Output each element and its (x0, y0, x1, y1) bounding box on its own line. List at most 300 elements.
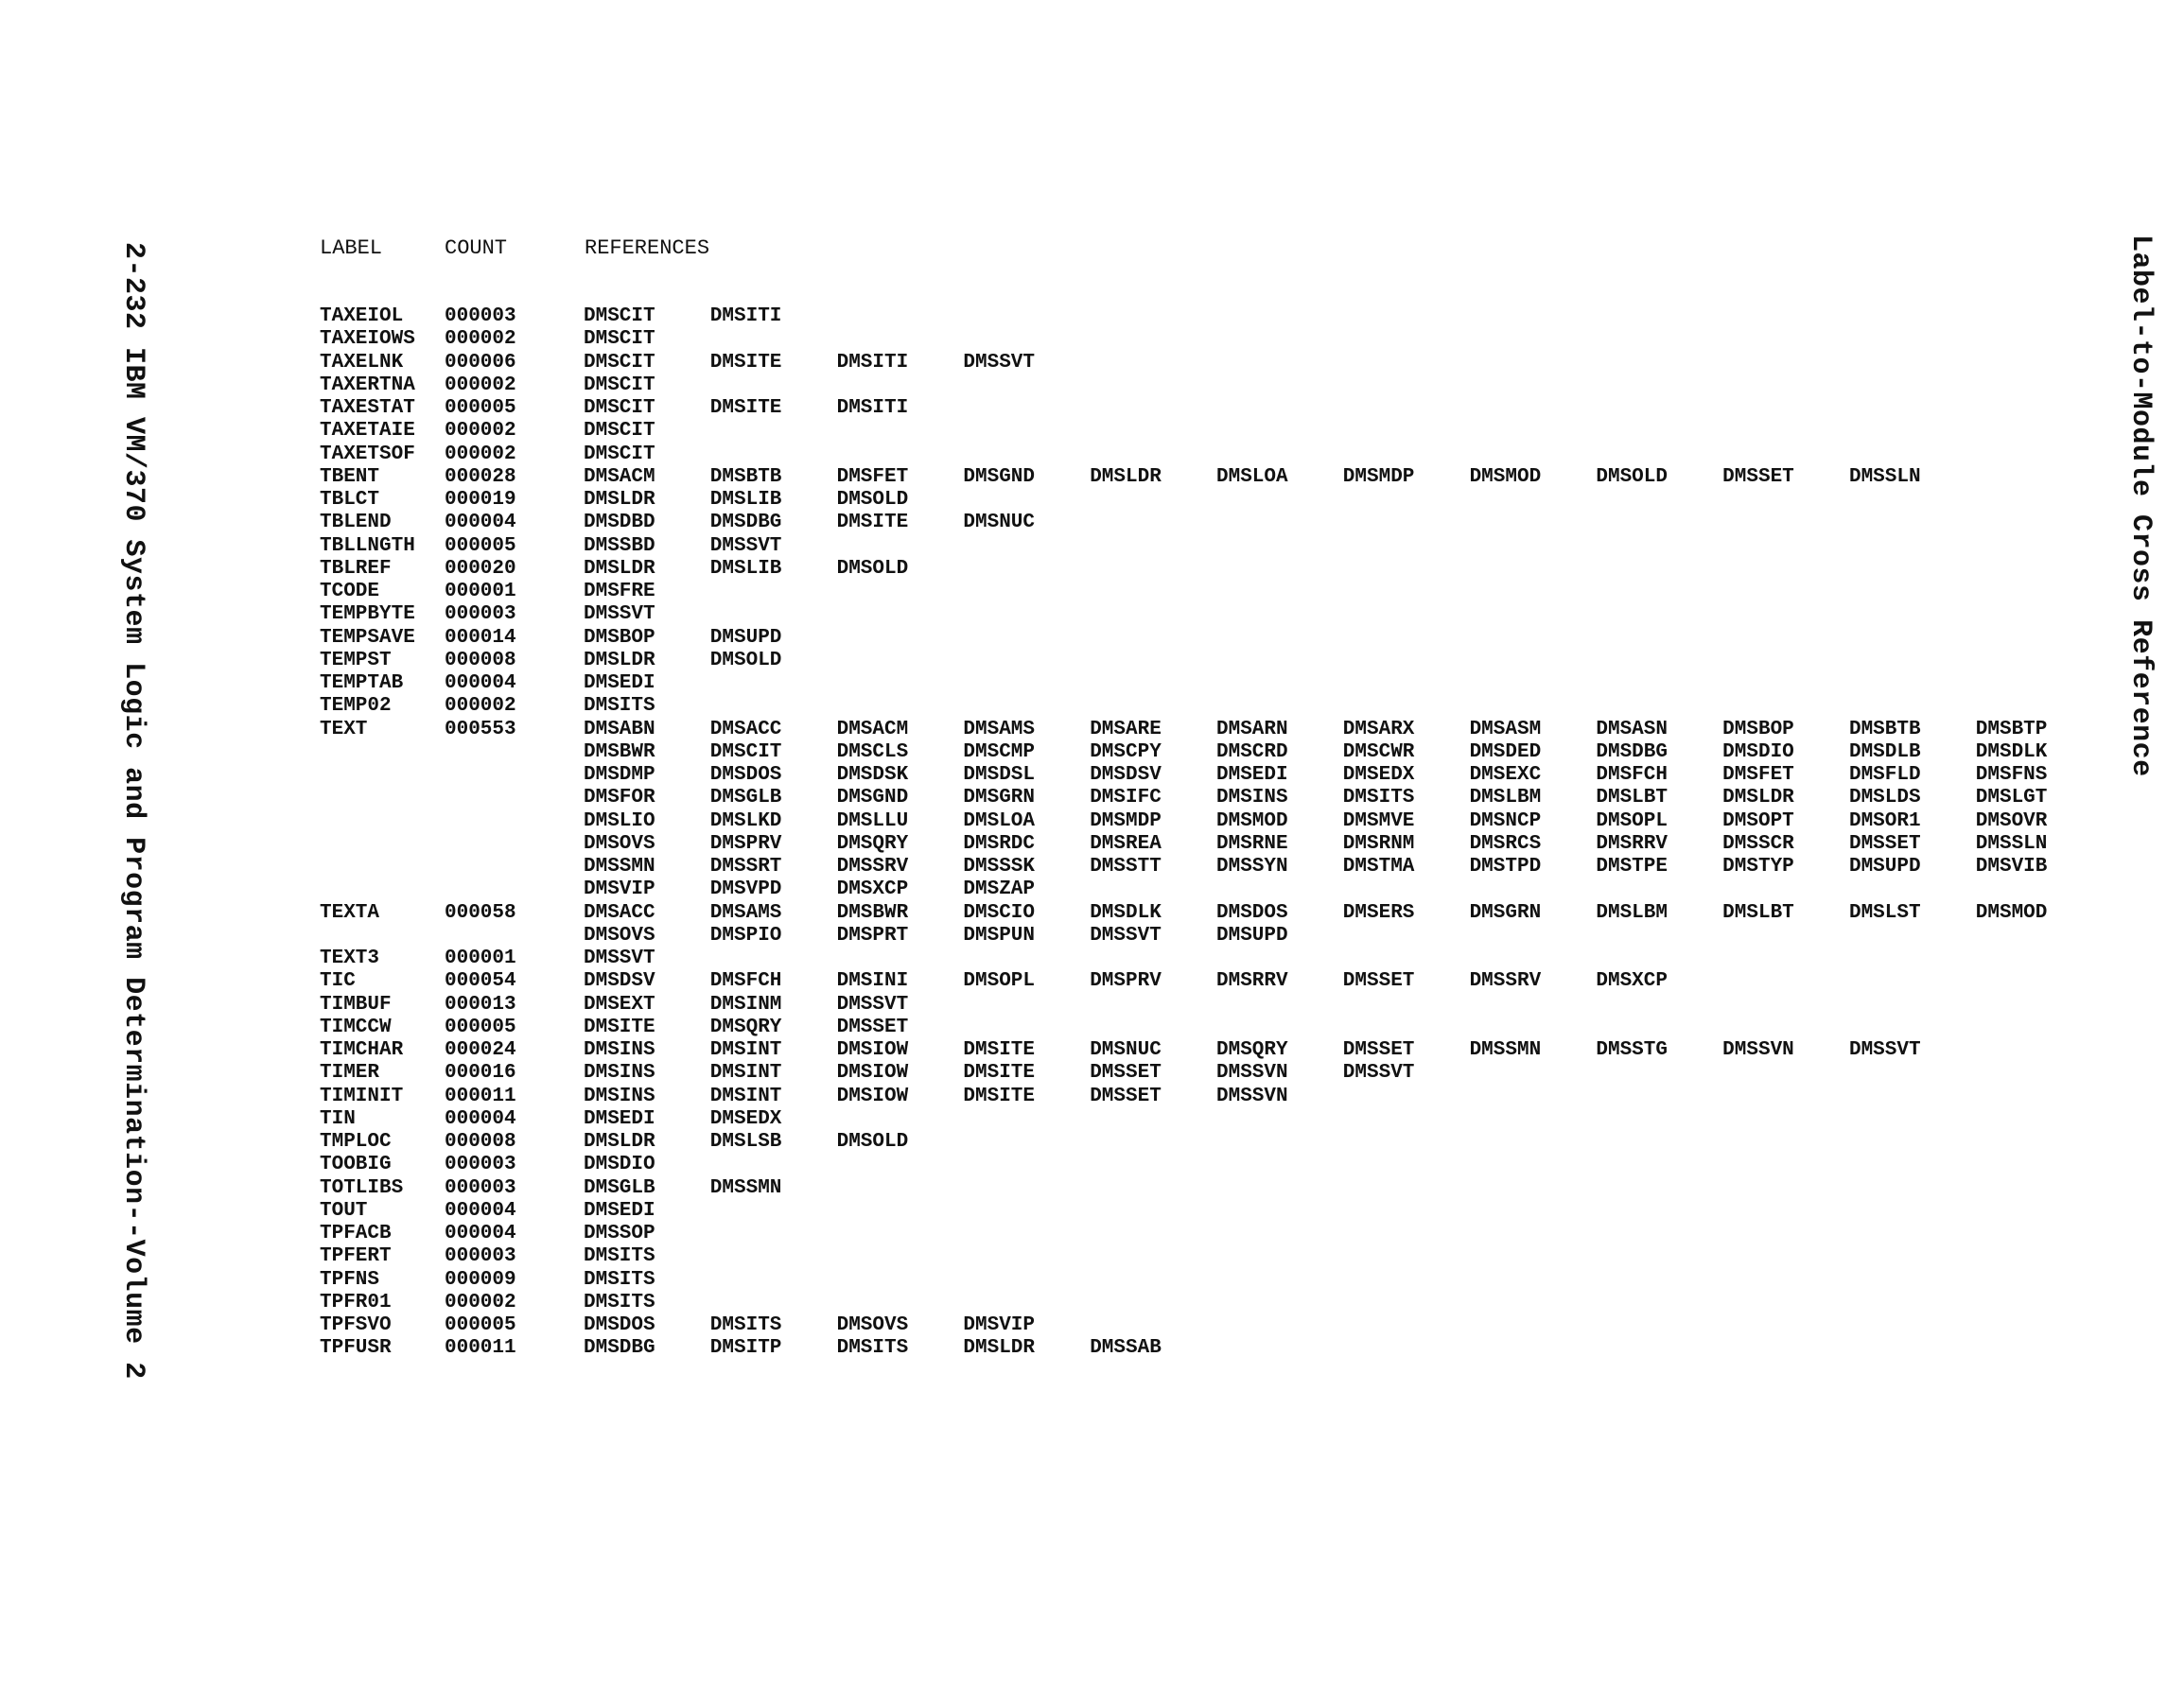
module-reference: DMSCIT (584, 397, 655, 419)
row-label: TAXERTNA (320, 374, 415, 396)
row-label: TEMPTAB (320, 672, 404, 694)
row-label: TIC (320, 970, 356, 993)
module-reference: DMSEXC (1469, 764, 1542, 786)
module-reference: DMSFOR (584, 787, 655, 809)
module-reference: DMSSRT (709, 856, 782, 878)
module-reference: DMSBWR (584, 740, 655, 763)
row-references (584, 1131, 963, 1154)
module-reference: DMSSMN (1469, 1039, 1542, 1061)
row-count: 000008 (445, 1131, 516, 1153)
module-reference: DMSITE (963, 1062, 1036, 1085)
module-reference: DMSSET (1722, 465, 1794, 488)
module-reference: DMSUPD (709, 626, 782, 649)
column-header-references: REFERENCES (585, 236, 710, 260)
module-reference: DMSDLK (1975, 740, 2048, 763)
row-count: 000005 (445, 534, 516, 557)
row-references (584, 1039, 1976, 1062)
row-references (584, 719, 2103, 741)
module-reference: DMSASN (1596, 718, 1668, 740)
module-reference: DMSACC (584, 901, 655, 924)
row-count: 000002 (445, 695, 516, 718)
module-reference: DMSGRN (1469, 901, 1542, 924)
row-label: TPFNS (320, 1268, 380, 1291)
row-references (584, 1200, 710, 1223)
row-count: 000006 (445, 351, 516, 374)
module-reference: DMSTMA (1342, 856, 1415, 878)
module-reference: DMSMOD (1975, 901, 2048, 924)
table-row (0, 994, 2184, 1017)
module-reference: DMSBWR (836, 901, 909, 924)
module-reference: DMSITE (963, 1039, 1036, 1061)
table-row (0, 810, 2184, 833)
row-count: 000011 (445, 1085, 516, 1107)
row-count: 000001 (445, 948, 516, 969)
table-row (0, 1017, 2184, 1039)
module-reference: DMSLBT (1722, 901, 1794, 924)
row-references (584, 1177, 837, 1200)
row-count: 000003 (445, 1154, 516, 1176)
module-reference: DMSGLB (584, 1176, 655, 1199)
row-count: 000013 (445, 993, 516, 1016)
table-row (0, 627, 2184, 650)
module-reference: DMSOVS (584, 832, 655, 855)
module-reference: DMSCRD (1215, 740, 1288, 763)
table-row (0, 466, 2184, 489)
table-row (0, 878, 2184, 901)
module-reference: DMSLDR (963, 1337, 1036, 1360)
table-row (0, 672, 2184, 695)
module-reference: DMSDBD (584, 512, 655, 534)
module-reference: DMSUPD (1215, 924, 1288, 947)
module-reference: DMSDOS (1215, 901, 1288, 924)
module-reference: DMSOPT (1722, 809, 1794, 832)
module-reference: DMSLST (1848, 901, 1921, 924)
module-reference: DMSITP (709, 1337, 782, 1360)
row-references (584, 741, 2103, 764)
row-references (584, 925, 1343, 948)
table-row (0, 1154, 2184, 1176)
cross-reference-table (0, 305, 2184, 1361)
module-reference: DMSITE (836, 512, 909, 534)
row-references (584, 374, 710, 397)
module-reference: DMSCLS (836, 740, 909, 763)
module-reference: DMSCPY (1090, 740, 1162, 763)
table-row (0, 1062, 2184, 1085)
module-reference: DMSTPE (1596, 856, 1668, 878)
row-label: TBLREF (320, 557, 392, 580)
row-label: TCODE (320, 581, 380, 602)
row-count: 000008 (445, 649, 516, 671)
module-reference: DMSIOW (836, 1039, 909, 1061)
module-reference: DMSIOW (836, 1085, 909, 1107)
table-row (0, 581, 2184, 603)
row-label: TBENT (320, 465, 380, 488)
row-label: TPFR01 (320, 1291, 392, 1313)
table-row (0, 420, 2184, 443)
module-reference: DMSCIT (584, 305, 655, 327)
row-references (584, 512, 1090, 534)
module-reference: DMSPRT (836, 924, 909, 947)
module-reference: DMSOVR (1975, 809, 2048, 832)
row-label: TOUT (320, 1199, 368, 1222)
module-reference: DMSITS (1342, 787, 1415, 809)
table-row (0, 1314, 2184, 1337)
module-reference: DMSSYN (1215, 856, 1288, 878)
module-reference: DMSBOP (1722, 718, 1794, 740)
row-label: TAXETSOF (320, 443, 415, 465)
column-header-count: COUNT (445, 236, 508, 260)
module-reference: DMSACC (709, 718, 782, 740)
module-reference: DMSSVT (963, 351, 1036, 374)
module-reference: DMSINS (584, 1085, 655, 1107)
table-row (0, 397, 2184, 420)
module-reference: DMSCIT (584, 351, 655, 374)
row-count: 000005 (445, 1016, 516, 1038)
module-reference: DMSAMS (963, 718, 1036, 740)
module-reference: DMSNCP (1469, 809, 1542, 832)
table-row (0, 1108, 2184, 1131)
row-label: TAXEIOWS (320, 328, 415, 351)
table-row (0, 374, 2184, 397)
row-count: 000005 (445, 397, 516, 419)
module-reference: DMSMDP (1090, 809, 1162, 832)
table-row (0, 558, 2184, 581)
module-reference: DMSOPL (963, 970, 1036, 993)
module-reference: DMSVIP (963, 1314, 1036, 1336)
table-row (0, 305, 2184, 328)
module-reference: DMSINT (709, 1085, 782, 1107)
table-row (0, 948, 2184, 970)
table-row (0, 443, 2184, 466)
table-row (0, 1039, 2184, 1062)
module-reference: DMSDMP (584, 764, 655, 786)
module-reference: DMSQRY (836, 832, 909, 855)
module-reference: DMSARX (1342, 718, 1415, 740)
row-references (584, 603, 710, 626)
module-reference: DMSDLK (1090, 901, 1162, 924)
row-label: TEMPST (320, 649, 392, 671)
module-reference: DMSSET (1090, 1085, 1162, 1107)
row-label: TAXESTAT (320, 397, 415, 419)
module-reference: DMSLDR (1090, 465, 1162, 488)
module-reference: DMSLGT (1975, 787, 2048, 809)
module-reference: DMSINM (709, 993, 782, 1016)
module-reference: DMSITE (584, 1016, 655, 1038)
module-reference: DMSEDI (584, 1107, 655, 1130)
right-margin-title: Label-to-Module Cross Reference (2124, 235, 2157, 777)
row-label: TBLCT (320, 489, 380, 511)
module-reference: DMSSVN (1215, 1085, 1288, 1107)
row-references (584, 948, 710, 970)
module-reference: DMSSVT (1342, 1062, 1415, 1085)
module-reference: DMSASM (1469, 718, 1542, 740)
module-reference: DMSRRV (1596, 832, 1668, 855)
row-count: 000003 (445, 1245, 516, 1268)
module-reference: DMSLIB (709, 489, 782, 511)
module-reference: DMSGRN (963, 787, 1036, 809)
row-references (584, 466, 1976, 489)
module-reference: DMSITI (836, 397, 909, 419)
module-reference: DMSINI (836, 970, 909, 993)
row-references (584, 902, 2103, 925)
row-count: 000003 (445, 305, 516, 327)
module-reference: DMSSOP (584, 1223, 655, 1244)
row-count: 000004 (445, 672, 516, 694)
module-reference: DMSEXT (584, 993, 655, 1016)
module-reference: DMSQRY (709, 1016, 782, 1038)
table-row (0, 535, 2184, 558)
row-references (584, 672, 710, 695)
module-reference: DMSOLD (836, 1131, 909, 1153)
module-reference: DMSLBM (1469, 787, 1542, 809)
module-reference: DMSSLN (1848, 465, 1921, 488)
row-label: TEMPSAVE (320, 626, 415, 649)
row-count: 000004 (445, 1107, 516, 1130)
module-reference: DMSIOW (836, 1062, 909, 1085)
row-count: 000553 (445, 718, 516, 740)
row-count: 000020 (445, 557, 516, 580)
module-reference: DMSSMN (709, 1176, 782, 1199)
row-label: TAXEIOL (320, 305, 404, 327)
row-references (584, 994, 963, 1017)
module-reference: DMSDOS (709, 764, 782, 786)
table-row (0, 603, 2184, 626)
row-label: TMPLOC (320, 1131, 392, 1153)
module-reference: DMSITS (584, 695, 655, 718)
module-reference: DMSITS (584, 1291, 655, 1313)
module-reference: DMSBTB (709, 465, 782, 488)
table-row (0, 856, 2184, 878)
module-reference: DMSUPD (1848, 856, 1921, 878)
module-reference: DMSPRV (1090, 970, 1162, 993)
table-row (0, 970, 2184, 993)
module-reference: DMSMOD (1469, 465, 1542, 488)
row-label: TAXETAIE (320, 420, 415, 443)
row-references (584, 1337, 1216, 1360)
module-reference: DMSERS (1342, 901, 1415, 924)
module-reference: DMSSVT (836, 993, 909, 1016)
module-reference: DMSDLB (1848, 740, 1921, 763)
row-references (584, 1292, 710, 1314)
row-label: TEMPBYTE (320, 603, 415, 626)
module-reference: DMSPIO (709, 924, 782, 947)
row-references (584, 1154, 710, 1176)
module-reference: DMSGND (836, 787, 909, 809)
row-count: 000011 (445, 1337, 516, 1360)
row-count: 000002 (445, 374, 516, 396)
module-reference: DMSSET (1342, 1039, 1415, 1061)
module-reference: DMSCIT (584, 443, 655, 465)
module-reference: DMSSBD (584, 534, 655, 557)
row-references (584, 810, 2103, 833)
module-reference: DMSSVT (584, 948, 655, 969)
module-reference: DMSDBG (709, 512, 782, 534)
row-count: 000002 (445, 443, 516, 465)
row-references (584, 1314, 1090, 1337)
row-label: TEXT (320, 718, 368, 740)
module-reference: DMSOR1 (1848, 809, 1921, 832)
row-count: 000004 (445, 512, 516, 534)
row-references (584, 970, 1722, 993)
row-references (584, 535, 837, 558)
module-reference: DMSITS (584, 1268, 655, 1291)
module-reference: DMSMVE (1342, 809, 1415, 832)
table-row (0, 1292, 2184, 1314)
module-reference: DMSXCP (1596, 970, 1668, 993)
table-row (0, 833, 2184, 856)
module-reference: DMSLKD (709, 809, 782, 832)
module-reference: DMSITE (963, 1085, 1036, 1107)
row-references (584, 1245, 710, 1268)
row-label: TPFUSR (320, 1337, 392, 1360)
module-reference: DMSSAB (1090, 1337, 1162, 1360)
row-label: TBLLNGTH (320, 534, 415, 557)
module-reference: DMSARE (1090, 718, 1162, 740)
module-reference: DMSFRE (584, 581, 655, 602)
module-reference: DMSSVT (709, 534, 782, 557)
module-reference: DMSOLD (836, 557, 909, 580)
row-label: TIMER (320, 1062, 380, 1085)
row-count: 000002 (445, 1291, 516, 1313)
row-references (584, 489, 963, 512)
row-references (584, 764, 2103, 787)
module-reference: DMSARN (1215, 718, 1288, 740)
module-reference: DMSEDX (1342, 764, 1415, 786)
module-reference: DMSSET (1342, 970, 1415, 993)
module-reference: DMSOLD (836, 489, 909, 511)
module-reference: DMSLDS (1848, 787, 1921, 809)
module-reference: DMSOVS (836, 1314, 909, 1336)
module-reference: DMSSSK (963, 856, 1036, 878)
module-reference: DMSEDI (584, 672, 655, 694)
table-row (0, 1200, 2184, 1223)
module-reference: DMSDSV (1090, 764, 1162, 786)
module-reference: DMSDBG (584, 1337, 655, 1360)
row-label: TOOBIG (320, 1154, 392, 1176)
module-reference: DMSITS (584, 1245, 655, 1268)
module-reference: DMSCIO (963, 901, 1036, 924)
module-reference: DMSLLU (836, 809, 909, 832)
row-count: 000002 (445, 328, 516, 351)
module-reference: DMSDED (1469, 740, 1542, 763)
module-reference: DMSDSL (963, 764, 1036, 786)
table-row (0, 787, 2184, 809)
row-label: TPFERT (320, 1245, 392, 1268)
module-reference: DMSPUN (963, 924, 1036, 947)
module-reference: DMSNUC (963, 512, 1036, 534)
module-reference: DMSITI (709, 305, 782, 327)
module-reference: DMSLOA (963, 809, 1036, 832)
module-reference: DMSRRV (1215, 970, 1288, 993)
module-reference: DMSTPD (1469, 856, 1542, 878)
row-references (584, 878, 1090, 901)
module-reference: DMSFNS (1975, 764, 2048, 786)
row-references (584, 352, 1090, 374)
module-reference: DMSLIO (584, 809, 655, 832)
left-margin-title: 2-232 IBM VM/370 System Logic and Program Determination--Volume 2 (117, 242, 149, 1380)
module-reference: DMSSCR (1722, 832, 1794, 855)
module-reference: DMSSRV (1469, 970, 1542, 993)
row-references (584, 581, 710, 603)
module-reference: DMSITE (709, 351, 782, 374)
table-row (0, 1245, 2184, 1268)
module-reference: DMSVPD (709, 878, 782, 901)
module-reference: DMSOVS (584, 924, 655, 947)
table-row (0, 1131, 2184, 1154)
row-count: 000014 (445, 626, 516, 649)
module-reference: DMSDOS (584, 1314, 655, 1336)
row-count: 000028 (445, 465, 516, 488)
row-label: TBLEND (320, 512, 392, 534)
module-reference: DMSQRY (1215, 1039, 1288, 1061)
module-reference: DMSXCP (836, 878, 909, 901)
row-label: TIN (320, 1107, 356, 1130)
row-references (584, 558, 963, 581)
row-count: 000002 (445, 420, 516, 443)
module-reference: DMSITS (709, 1314, 782, 1336)
row-label: TEXTA (320, 901, 380, 924)
module-reference: DMSITS (836, 1337, 909, 1360)
row-count: 000001 (445, 581, 516, 602)
module-reference: DMSDIO (1722, 740, 1794, 763)
module-reference: DMSBTP (1975, 718, 2048, 740)
row-references (584, 1017, 963, 1039)
module-reference: DMSBOP (584, 626, 655, 649)
row-count: 000058 (445, 901, 516, 924)
module-reference: DMSCWR (1342, 740, 1415, 763)
row-count: 000009 (445, 1268, 516, 1291)
row-count: 000024 (445, 1039, 516, 1061)
module-reference: DMSTYP (1722, 856, 1794, 878)
module-reference: DMSITE (709, 397, 782, 419)
row-references (584, 1108, 837, 1131)
table-row (0, 489, 2184, 512)
row-references (584, 833, 2103, 856)
row-label: TIMINIT (320, 1085, 404, 1107)
row-references (584, 420, 710, 443)
module-reference: DMSIFC (1090, 787, 1162, 809)
module-reference: DMSLSB (709, 1131, 782, 1153)
module-reference: DMSSET (836, 1016, 909, 1038)
module-reference: DMSABN (584, 718, 655, 740)
module-reference: DMSFET (836, 465, 909, 488)
module-reference: DMSSTT (1090, 856, 1162, 878)
row-count: 000054 (445, 970, 516, 993)
table-row (0, 902, 2184, 925)
table-row (0, 741, 2184, 764)
module-reference: DMSLDR (1722, 787, 1794, 809)
row-references (584, 1086, 1343, 1108)
module-reference: DMSLBT (1596, 787, 1668, 809)
module-reference: DMSCIT (584, 420, 655, 443)
module-reference: DMSSTG (1596, 1039, 1668, 1061)
module-reference: DMSSLN (1975, 832, 2048, 855)
module-reference: DMSOPL (1596, 809, 1668, 832)
module-reference: DMSSET (1848, 832, 1921, 855)
module-reference: DMSMDP (1342, 465, 1415, 488)
module-reference: DMSSVT (1848, 1039, 1921, 1061)
module-reference: DMSREA (1090, 832, 1162, 855)
row-references (584, 856, 2103, 878)
module-reference: DMSINT (709, 1062, 782, 1085)
module-reference: DMSFCH (709, 970, 782, 993)
module-reference: DMSGLB (709, 787, 782, 809)
module-reference: DMSACM (584, 465, 655, 488)
row-count: 000016 (445, 1062, 516, 1085)
module-reference: DMSLDR (584, 489, 655, 511)
column-header-label: LABEL (320, 236, 383, 260)
row-references (584, 305, 837, 328)
